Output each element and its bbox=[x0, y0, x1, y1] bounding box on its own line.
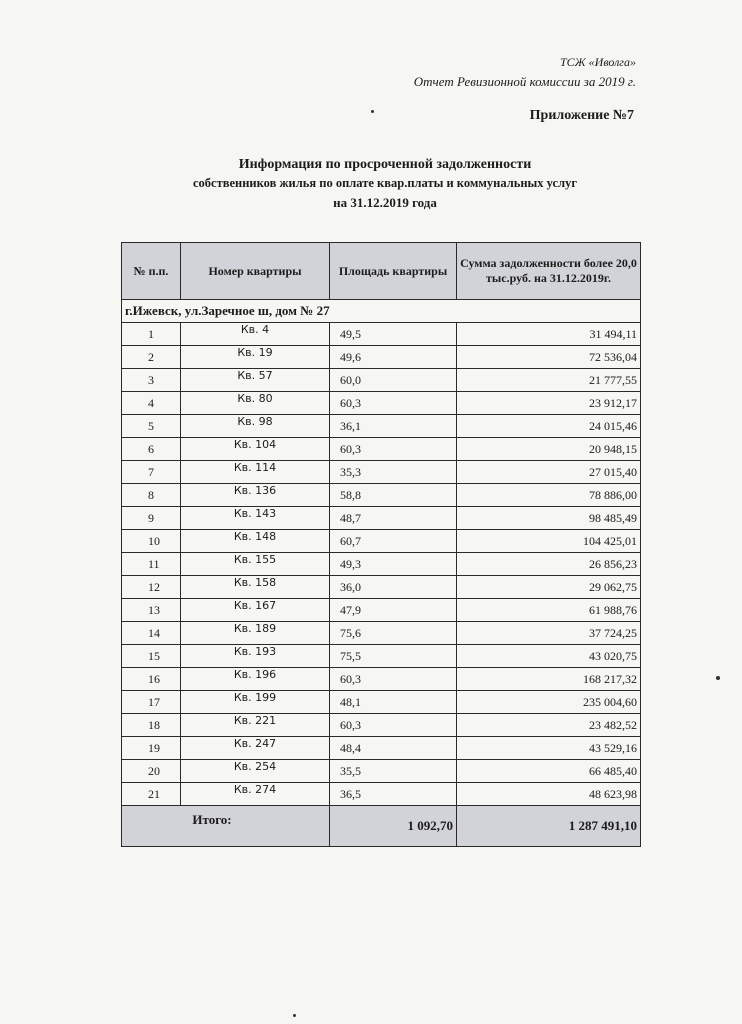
total-area: 1 092,70 bbox=[330, 806, 457, 847]
row-area: 60,0 bbox=[330, 369, 457, 392]
row-debt: 78 886,00 bbox=[457, 484, 641, 507]
table-row bbox=[122, 645, 641, 668]
row-number: 5 bbox=[122, 415, 181, 438]
row-apartment: Кв. 57 bbox=[181, 369, 330, 392]
row-apartment: Кв. 199 bbox=[181, 691, 330, 714]
table-row bbox=[122, 438, 641, 461]
row-number: 4 bbox=[122, 392, 181, 415]
row-apartment: Кв. 104 bbox=[181, 438, 330, 461]
row-area: 35,5 bbox=[330, 760, 457, 783]
table-header-row bbox=[122, 243, 641, 300]
row-number: 11 bbox=[122, 553, 181, 576]
row-area: 48,1 bbox=[330, 691, 457, 714]
table-row bbox=[122, 553, 641, 576]
section-row bbox=[122, 300, 641, 323]
row-debt: 168 217,32 bbox=[457, 668, 641, 691]
row-debt: 27 015,40 bbox=[457, 461, 641, 484]
row-number: 2 bbox=[122, 346, 181, 369]
table-row bbox=[122, 484, 641, 507]
row-debt: 37 724,25 bbox=[457, 622, 641, 645]
table-row bbox=[122, 415, 641, 438]
table-row bbox=[122, 668, 641, 691]
organization-name: ТСЖ «Иволга» bbox=[559, 55, 636, 69]
title-line-2: собственников жилья по оплате квар.платы и коммунальных услуг bbox=[192, 176, 578, 190]
table-row bbox=[122, 507, 641, 530]
row-apartment: Кв. 193 bbox=[181, 645, 330, 668]
row-apartment: Кв. 136 bbox=[181, 484, 330, 507]
row-area: 75,6 bbox=[330, 622, 457, 645]
row-number: 1 bbox=[122, 323, 181, 346]
row-area: 36,5 bbox=[330, 783, 457, 806]
row-apartment: Кв. 189 bbox=[181, 622, 330, 645]
table-row bbox=[122, 714, 641, 737]
section-address: г.Ижевск, ул.Заречное ш, дом № 27 bbox=[122, 300, 641, 323]
table-row bbox=[122, 576, 641, 599]
row-area: 49,3 bbox=[330, 553, 457, 576]
row-area: 75,5 bbox=[330, 645, 457, 668]
row-debt: 48 623,98 bbox=[457, 783, 641, 806]
row-area: 36,0 bbox=[330, 576, 457, 599]
row-debt: 235 004,60 bbox=[457, 691, 641, 714]
row-apartment: Кв. 148 bbox=[181, 530, 330, 553]
row-area: 49,6 bbox=[330, 346, 457, 369]
title-line-1: Информация по просроченной задолженности bbox=[238, 157, 532, 172]
column-header-number: № п.п. bbox=[122, 243, 181, 300]
row-number: 9 bbox=[122, 507, 181, 530]
title-line-3: на 31.12.2019 года bbox=[333, 195, 437, 210]
row-number: 19 bbox=[122, 737, 181, 760]
row-debt: 21 777,55 bbox=[457, 369, 641, 392]
row-debt: 31 494,11 bbox=[457, 323, 641, 346]
table-row bbox=[122, 530, 641, 553]
row-apartment: Кв. 4 bbox=[181, 323, 330, 346]
row-apartment: Кв. 19 bbox=[181, 346, 330, 369]
row-apartment: Кв. 274 bbox=[181, 783, 330, 806]
row-area: 60,7 bbox=[330, 530, 457, 553]
row-debt: 98 485,49 bbox=[457, 507, 641, 530]
row-area: 47,9 bbox=[330, 599, 457, 622]
table-row bbox=[122, 599, 641, 622]
row-debt: 66 485,40 bbox=[457, 760, 641, 783]
row-number: 10 bbox=[122, 530, 181, 553]
report-title: Отчет Ревизионной комиссии за 2019 г. bbox=[413, 74, 636, 89]
row-number: 15 bbox=[122, 645, 181, 668]
row-area: 60,3 bbox=[330, 392, 457, 415]
row-number: 8 bbox=[122, 484, 181, 507]
row-apartment: Кв. 167 bbox=[181, 599, 330, 622]
total-label: Итого: bbox=[122, 806, 330, 847]
row-apartment: Кв. 158 bbox=[181, 576, 330, 599]
row-number: 6 bbox=[122, 438, 181, 461]
table-row bbox=[122, 760, 641, 783]
row-debt: 29 062,75 bbox=[457, 576, 641, 599]
scan-speck bbox=[716, 676, 720, 680]
row-number: 21 bbox=[122, 783, 181, 806]
document-title bbox=[150, 155, 620, 212]
row-number: 7 bbox=[122, 461, 181, 484]
row-apartment: Кв. 80 bbox=[181, 392, 330, 415]
row-area: 35,3 bbox=[330, 461, 457, 484]
row-debt: 23 912,17 bbox=[457, 392, 641, 415]
row-number: 18 bbox=[122, 714, 181, 737]
debt-table bbox=[121, 242, 641, 847]
row-apartment: Кв. 221 bbox=[181, 714, 330, 737]
row-number: 13 bbox=[122, 599, 181, 622]
column-header-debt: Сумма задолженности более 20,0 тыс.руб. на 31.12.2019г. bbox=[457, 243, 641, 300]
total-row bbox=[122, 806, 641, 847]
row-area: 58,8 bbox=[330, 484, 457, 507]
row-number: 3 bbox=[122, 369, 181, 392]
row-number: 17 bbox=[122, 691, 181, 714]
table-row bbox=[122, 783, 641, 806]
row-number: 16 bbox=[122, 668, 181, 691]
table-row bbox=[122, 323, 641, 346]
table-row bbox=[122, 691, 641, 714]
row-debt: 61 988,76 bbox=[457, 599, 641, 622]
table-row bbox=[122, 461, 641, 484]
row-area: 60,3 bbox=[330, 668, 457, 691]
row-number: 14 bbox=[122, 622, 181, 645]
row-apartment: Кв. 114 bbox=[181, 461, 330, 484]
table-row bbox=[122, 737, 641, 760]
row-area: 36,1 bbox=[330, 415, 457, 438]
table-row bbox=[122, 369, 641, 392]
row-debt: 24 015,46 bbox=[457, 415, 641, 438]
row-debt: 23 482,52 bbox=[457, 714, 641, 737]
row-apartment: Кв. 155 bbox=[181, 553, 330, 576]
appendix-label: Приложение №7 bbox=[529, 108, 634, 123]
row-debt: 20 948,15 bbox=[457, 438, 641, 461]
table-row bbox=[122, 622, 641, 645]
row-debt: 26 856,23 bbox=[457, 553, 641, 576]
column-header-area: Площадь квартиры bbox=[330, 243, 457, 300]
row-debt: 104 425,01 bbox=[457, 530, 641, 553]
row-number: 12 bbox=[122, 576, 181, 599]
row-apartment: Кв. 98 bbox=[181, 415, 330, 438]
row-apartment: Кв. 247 bbox=[181, 737, 330, 760]
table-row bbox=[122, 346, 641, 369]
scan-speck bbox=[371, 110, 374, 113]
row-apartment: Кв. 254 bbox=[181, 760, 330, 783]
row-area: 48,4 bbox=[330, 737, 457, 760]
row-apartment: Кв. 143 bbox=[181, 507, 330, 530]
row-apartment: Кв. 196 bbox=[181, 668, 330, 691]
row-debt: 43 529,16 bbox=[457, 737, 641, 760]
column-header-apartment: Номер квартиры bbox=[181, 243, 330, 300]
table-row bbox=[122, 392, 641, 415]
row-debt: 72 536,04 bbox=[457, 346, 641, 369]
row-area: 60,3 bbox=[330, 714, 457, 737]
row-area: 60,3 bbox=[330, 438, 457, 461]
row-number: 20 bbox=[122, 760, 181, 783]
row-area: 49,5 bbox=[330, 323, 457, 346]
row-debt: 43 020,75 bbox=[457, 645, 641, 668]
total-debt: 1 287 491,10 bbox=[457, 806, 641, 847]
scan-speck bbox=[293, 1014, 296, 1017]
row-area: 48,7 bbox=[330, 507, 457, 530]
